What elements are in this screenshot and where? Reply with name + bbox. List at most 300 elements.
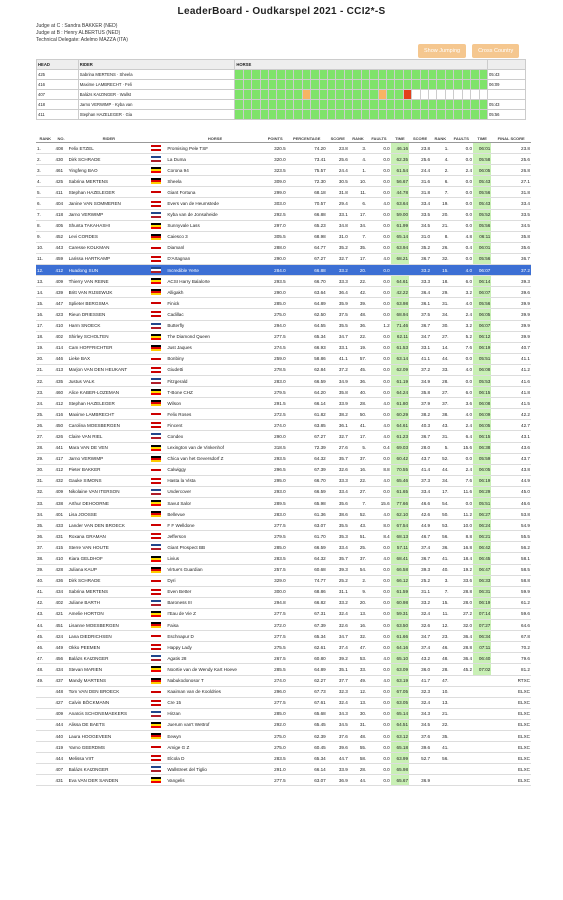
country-flag-icon xyxy=(151,744,161,750)
leaderboard-row[interactable] xyxy=(36,176,531,187)
fence-cell xyxy=(344,100,352,110)
jumping-faults: 0.0 xyxy=(367,642,390,653)
rider-name: Rieun DRIESSEN xyxy=(68,309,150,320)
rank: 31. xyxy=(36,475,54,486)
horse-name: Virtue's Guardian xyxy=(166,564,263,575)
rank: 40. xyxy=(36,575,54,586)
fence-cell xyxy=(403,110,411,120)
flag-icon xyxy=(150,187,166,198)
country-flag-icon xyxy=(151,300,161,306)
country-flag-icon xyxy=(151,334,161,340)
jumping-time: 56.67 xyxy=(391,176,409,187)
xc-time: 06:29 xyxy=(473,486,491,497)
xc-faults: 33.6 xyxy=(450,575,473,586)
leaderboard-row[interactable] xyxy=(36,398,531,409)
score-after-jumping: 33.3 xyxy=(409,276,431,287)
score-after-jumping: 44.9 xyxy=(409,520,431,531)
leaderboard-row[interactable] xyxy=(36,486,531,497)
jumping-time: 61.99 xyxy=(391,220,409,231)
leaderboard-row[interactable] xyxy=(36,675,531,686)
rider-name: Caresse KOLKMAN xyxy=(68,242,150,253)
xc-faults: 2.4 xyxy=(450,464,473,475)
rank-after-dressage: 33. xyxy=(349,664,367,675)
fence-cell xyxy=(243,90,251,100)
jumping-faults: 4.0 xyxy=(367,431,390,442)
leaderboard-row[interactable] xyxy=(36,509,531,520)
score-after-jumping: 37.6 xyxy=(409,730,431,741)
score-after-dressage: 33.9 xyxy=(327,398,349,409)
leaderboard-row[interactable] xyxy=(36,387,531,398)
score-after-dressage: 37.6 xyxy=(327,730,349,741)
leaderboard-row[interactable] xyxy=(36,353,531,364)
flag-icon xyxy=(150,209,166,220)
score-after-dressage: 35.5 xyxy=(327,320,349,331)
flag-icon xyxy=(150,620,166,631)
fence-cell xyxy=(336,110,344,120)
jumping-time: 61.59 xyxy=(391,586,409,597)
jumping-time: 63.12 xyxy=(391,730,409,741)
flag-icon xyxy=(150,431,166,442)
rider-name: Huadong SUN xyxy=(68,265,150,276)
leaderboard-row[interactable] xyxy=(36,198,531,209)
leaderboard-row[interactable] xyxy=(36,475,531,486)
leaderboard-row[interactable] xyxy=(36,631,531,642)
score-after-jumping: 36.7 xyxy=(409,253,431,264)
xc-faults: 0.0 xyxy=(450,209,473,220)
country-flag-icon xyxy=(151,422,161,428)
leaderboard-row[interactable] xyxy=(36,309,531,320)
leaderboard-row[interactable] xyxy=(36,220,531,231)
flag-icon xyxy=(150,509,166,520)
fence-cell xyxy=(445,100,453,110)
rider-name: Balázs KAIZINGER xyxy=(68,764,150,775)
fence-cell xyxy=(378,80,386,90)
rider-name: Laura HOOGEVEEN xyxy=(68,730,150,741)
xc-time: 07:11 xyxy=(473,642,491,653)
rank-after-jumping: 33. xyxy=(431,364,449,375)
rank: 45. xyxy=(36,631,54,642)
jumping-faults: 0.0 xyxy=(367,309,390,320)
rank: 20. xyxy=(36,353,54,364)
xc-faults: 11.6 xyxy=(450,486,473,497)
leaderboard-row[interactable] xyxy=(36,431,531,442)
fence-cell xyxy=(429,70,437,80)
rank-after-jumping: 5. xyxy=(431,442,449,453)
leaderboard-row[interactable] xyxy=(36,498,531,509)
fence-cell xyxy=(294,110,302,120)
leaderboard-row[interactable] xyxy=(36,664,531,675)
score-after-dressage: 35.9 xyxy=(327,298,349,309)
horse-name: Hasta la Vista xyxy=(166,475,263,486)
fence-cell xyxy=(471,100,479,110)
xc-time: 06:11 xyxy=(473,231,491,242)
leaderboard-row[interactable] xyxy=(36,209,531,220)
fence-cell xyxy=(336,90,344,100)
leaderboard-row[interactable] xyxy=(36,342,531,353)
score-after-dressage: 24.4 xyxy=(327,165,349,176)
start-no: 419 xyxy=(54,742,67,753)
xc-time: 06:40 xyxy=(473,653,491,664)
rank: 25. xyxy=(36,409,54,420)
dressage-percentage: 63.07 xyxy=(287,520,327,531)
score-after-jumping: 33.2 xyxy=(409,265,431,276)
score-after-jumping: 37.5 xyxy=(409,309,431,320)
final-score: ELXC xyxy=(491,775,531,786)
start-no: 412 xyxy=(54,464,67,475)
rider-name: Mara VAN DE VEN xyxy=(68,442,150,453)
rider-name: Cam HOFFRICHTER xyxy=(68,342,150,353)
horse-name: ACSI Harry Balalorte xyxy=(166,276,263,287)
dressage-percentage: 72.39 xyxy=(287,442,327,453)
leaderboard-row[interactable] xyxy=(36,231,531,242)
dressage-percentage: 66.70 xyxy=(287,475,327,486)
leaderboard-row[interactable] xyxy=(36,697,531,708)
xc-faults: 27.2 xyxy=(450,608,473,619)
start-no: 433 xyxy=(54,520,67,531)
dressage-percentage: 64.55 xyxy=(287,320,327,331)
score-after-jumping: 35.2 xyxy=(409,242,431,253)
dressage-percentage: 64.32 xyxy=(287,553,327,564)
fence-cell xyxy=(353,110,361,120)
rank-after-dressage: 10. xyxy=(349,176,367,187)
rank-after-dressage: 25. xyxy=(349,542,367,553)
col-no: NO. xyxy=(54,135,67,143)
dressage-points: 277.5 xyxy=(264,631,287,642)
score-after-dressage: 34.8 xyxy=(327,220,349,231)
leaderboard-row[interactable] xyxy=(36,287,531,298)
start-no: 415 xyxy=(54,542,67,553)
score-after-jumping: 43.7 xyxy=(409,453,431,464)
leaderboard-row[interactable] xyxy=(36,620,531,631)
xc-faults: 0.0 xyxy=(450,453,473,464)
xc-faults xyxy=(450,675,473,686)
leaderboard-row[interactable] xyxy=(36,420,531,431)
dressage-points: 283.0 xyxy=(264,375,287,386)
jumping-faults: 4.0 xyxy=(367,253,390,264)
rank-after-jumping: 3. xyxy=(431,575,449,586)
jumping-faults: 8.8 xyxy=(367,464,390,475)
jumping-time: 63.99 xyxy=(391,753,409,764)
horse-name: Undercover xyxy=(166,486,263,497)
leaderboard-row[interactable] xyxy=(36,442,531,453)
dressage-points: 285.5 xyxy=(264,664,287,675)
dressage-percentage: 66.14 xyxy=(287,764,327,775)
rank-after-jumping: 13. xyxy=(431,697,449,708)
leaderboard-row[interactable] xyxy=(36,409,531,420)
rider-name: Sabrina MERTENS xyxy=(68,176,150,187)
leaderboard-row[interactable] xyxy=(36,253,531,264)
xc-time xyxy=(473,686,491,697)
start-no: 427 xyxy=(54,697,67,708)
dressage-percentage: 66.59 xyxy=(287,375,327,386)
flag-icon xyxy=(150,287,166,298)
dressage-percentage: 65.23 xyxy=(287,220,327,231)
live-time xyxy=(488,90,526,100)
rider-name: Thierry VAN REINE xyxy=(68,276,150,287)
leaderboard-row[interactable] xyxy=(36,764,531,775)
xc-faults: 4.0 xyxy=(450,298,473,309)
rank: 18. xyxy=(36,331,54,342)
flag-icon xyxy=(150,309,166,320)
fence-cell xyxy=(429,90,437,100)
score-after-jumping: 31.1 xyxy=(409,586,431,597)
start-no: 452 xyxy=(54,231,67,242)
rank-after-jumping: 22. xyxy=(431,719,449,730)
horse-name: Wallstreet del Tiglio xyxy=(166,764,263,775)
fence-cell xyxy=(260,90,268,100)
start-no: 411 xyxy=(54,187,67,198)
dressage-percentage: 68.86 xyxy=(287,586,327,597)
country-flag-icon xyxy=(151,278,161,284)
rider-name: Justus VALK xyxy=(68,375,150,386)
leaderboard-row[interactable] xyxy=(36,375,531,386)
fence-cell xyxy=(243,70,251,80)
rank-after-jumping: 26. xyxy=(431,242,449,253)
fence-cell xyxy=(252,90,260,100)
xc-time xyxy=(473,708,491,719)
score-after-jumping: 34.7 xyxy=(409,331,431,342)
rank-after-dressage: 13. xyxy=(349,608,367,619)
leaderboard-row[interactable] xyxy=(36,686,531,697)
xc-time: 06:15 xyxy=(473,431,491,442)
flag-icon xyxy=(150,542,166,553)
final-score: ELXC xyxy=(491,764,531,775)
live-row xyxy=(37,90,526,100)
jumping-faults: 4.0 xyxy=(367,475,390,486)
flag-icon xyxy=(150,764,166,775)
start-no: 414 xyxy=(54,342,67,353)
rider-name: Okko PEEMEN xyxy=(68,642,150,653)
dressage-percentage: 61.36 xyxy=(287,509,327,520)
rank-after-dressage: 22. xyxy=(349,331,367,342)
rider-name: Gauke SIMONS xyxy=(68,475,150,486)
fence-cell xyxy=(429,110,437,120)
rank-after-jumping: 7. xyxy=(431,187,449,198)
jumping-faults: 0.0 xyxy=(367,364,390,375)
leaderboard-row[interactable] xyxy=(36,608,531,619)
country-flag-icon xyxy=(151,456,161,462)
jumping-faults: 0.0 xyxy=(367,686,390,697)
rank-after-jumping: 7. xyxy=(431,586,449,597)
score-after-dressage: 39.6 xyxy=(327,742,349,753)
rider-name: Lana DIEDRICHSEN xyxy=(68,631,150,642)
horse-name: Cre 15 xyxy=(166,697,263,708)
horse-name: Jefferson xyxy=(166,531,263,542)
leaderboard-row[interactable] xyxy=(36,564,531,575)
rank-after-jumping: 43. xyxy=(431,420,449,431)
leaderboard-row[interactable] xyxy=(36,265,531,276)
rank-after-dressage: 47. xyxy=(349,642,367,653)
dressage-points: 279.5 xyxy=(264,387,287,398)
final-score: 27.1 xyxy=(491,176,531,187)
score-after-dressage: 34.9 xyxy=(327,375,349,386)
flag-icon xyxy=(150,154,166,165)
start-no: 410 xyxy=(54,320,67,331)
leaderboard-row[interactable] xyxy=(36,453,531,464)
col-rank-after-dressage: RANK xyxy=(349,135,367,143)
leaderboard-row[interactable] xyxy=(36,653,531,664)
xc-faults: 4.0 xyxy=(450,409,473,420)
jumping-time: 66.58 xyxy=(391,564,409,575)
start-no: 444 xyxy=(54,719,67,730)
jumping-time: 59.31 xyxy=(391,608,409,619)
dressage-points: 288.0 xyxy=(264,242,287,253)
fence-cell xyxy=(386,90,394,100)
final-score: 64.6 xyxy=(491,620,531,631)
fence-cell xyxy=(319,110,327,120)
dressage-points: 274.5 xyxy=(264,342,287,353)
jumping-faults: 0.0 xyxy=(367,486,390,497)
leaderboard-row[interactable] xyxy=(36,719,531,730)
horse-name: Giudetti xyxy=(166,364,263,375)
fence-cell xyxy=(269,110,277,120)
leaderboard-row[interactable] xyxy=(36,364,531,375)
horse-name: Bonbiny xyxy=(166,353,263,364)
jumping-time: 68.13 xyxy=(391,531,409,542)
fence-cell xyxy=(311,110,319,120)
rank-after-jumping: 35. xyxy=(431,730,449,741)
xc-faults: 2.4 xyxy=(450,165,473,176)
dressage-points: 285.0 xyxy=(264,542,287,553)
final-score: 35.6 xyxy=(491,242,531,253)
leaderboard-row[interactable] xyxy=(36,775,531,786)
final-score: 61.2 xyxy=(491,597,531,608)
final-score: 59.6 xyxy=(491,608,531,619)
fence-cell xyxy=(319,100,327,110)
fence-cell xyxy=(294,100,302,110)
leaderboard-row[interactable] xyxy=(36,531,531,542)
leaderboard-row[interactable] xyxy=(36,575,531,586)
xc-faults xyxy=(450,719,473,730)
rank xyxy=(36,686,54,697)
country-flag-icon xyxy=(151,755,161,761)
live-time: 06:09 xyxy=(488,80,526,90)
score-after-dressage: 31.1 xyxy=(327,586,349,597)
horse-name: Faisa xyxy=(166,620,263,631)
leaderboard-row[interactable] xyxy=(36,520,531,531)
leaderboard-row[interactable] xyxy=(36,597,531,608)
fence-cell xyxy=(294,90,302,100)
dressage-percentage: 74.20 xyxy=(287,143,327,154)
final-score: ELXC xyxy=(491,730,531,741)
rank-after-dressage: 17. xyxy=(349,253,367,264)
score-after-dressage: 32.4 xyxy=(327,608,349,619)
fence-cell xyxy=(471,80,479,90)
jumping-faults: 4.0 xyxy=(367,398,390,409)
country-flag-icon xyxy=(151,467,161,473)
country-flag-icon xyxy=(151,777,161,783)
horse-name: Agatis 28 xyxy=(166,653,263,664)
fence-cell xyxy=(269,80,277,90)
jumping-time: 61.80 xyxy=(391,398,409,409)
dressage-points: 290.0 xyxy=(264,253,287,264)
score-after-jumping: 46.6 xyxy=(409,498,431,509)
leaderboard-row[interactable] xyxy=(36,542,531,553)
country-flag-icon xyxy=(151,689,161,695)
fence-cell xyxy=(311,90,319,100)
dressage-percentage: 66.59 xyxy=(287,486,327,497)
dressage-percentage: 65.34 xyxy=(287,753,327,764)
leaderboard-row[interactable] xyxy=(36,242,531,253)
fence-cell xyxy=(429,80,437,90)
leaderboard-row[interactable] xyxy=(36,298,531,309)
tab-cross-country[interactable]: Cross Country xyxy=(472,44,519,58)
start-no: 424 xyxy=(54,631,67,642)
fence-cell xyxy=(294,80,302,90)
col-score: SCORE xyxy=(327,135,349,143)
start-no: 459 xyxy=(54,253,67,264)
jumping-time: 65.67 xyxy=(391,775,409,786)
rank: 12. xyxy=(36,265,54,276)
xc-faults: 4.0 xyxy=(450,265,473,276)
leaderboard-row[interactable] xyxy=(36,143,531,154)
fence-cell xyxy=(277,110,285,120)
jumping-faults: 0.0 xyxy=(367,697,390,708)
leaderboard-row[interactable] xyxy=(36,586,531,597)
rank-after-jumping xyxy=(431,764,449,775)
live-rider: Sabrina MERTENS · Sheela xyxy=(78,70,235,80)
leaderboard-row[interactable] xyxy=(36,331,531,342)
fence-cell xyxy=(437,100,445,110)
dressage-percentage: 60.45 xyxy=(287,742,327,753)
fence-cell xyxy=(285,90,293,100)
fence-cell xyxy=(243,110,251,120)
flag-icon xyxy=(150,253,166,264)
leaderboard-row[interactable] xyxy=(36,154,531,165)
live-head-no: 418 xyxy=(37,100,79,110)
rank-after-dressage: 42. xyxy=(349,287,367,298)
xc-time: 06:42 xyxy=(473,542,491,553)
leaderboard-row[interactable] xyxy=(36,187,531,198)
start-no: 444 xyxy=(54,753,67,764)
fence-cell xyxy=(235,90,243,100)
leaderboard-row[interactable] xyxy=(36,464,531,475)
rank-after-jumping: 31. xyxy=(431,431,449,442)
xc-time: 06:34 xyxy=(473,631,491,642)
dressage-percentage: 66.70 xyxy=(287,276,327,287)
leaderboard-row[interactable] xyxy=(36,320,531,331)
tab-show-jumping[interactable]: Show Jumping xyxy=(418,44,466,58)
score-after-jumping: 33.4 xyxy=(409,486,431,497)
rank: 13. xyxy=(36,276,54,287)
xc-faults: 0.0 xyxy=(450,498,473,509)
score-after-dressage: 25.6 xyxy=(327,154,349,165)
rank-after-dressage: 11. xyxy=(349,187,367,198)
leaderboard-row[interactable] xyxy=(36,276,531,287)
rider-name: Lieke BAX xyxy=(68,353,150,364)
leaderboard-row[interactable] xyxy=(36,708,531,719)
col-xc-time: TIME xyxy=(473,135,491,143)
fence-cell xyxy=(395,100,403,110)
leaderboard-row[interactable] xyxy=(36,742,531,753)
xc-time: 07:02 xyxy=(473,664,491,675)
fence-cell xyxy=(437,90,445,100)
country-flag-icon xyxy=(151,223,161,229)
rank-after-jumping: 15. xyxy=(431,265,449,276)
leaderboard-row[interactable] xyxy=(36,642,531,653)
rank-after-dressage: 7. xyxy=(349,231,367,242)
leaderboard-row[interactable] xyxy=(36,730,531,741)
leaderboard-row[interactable] xyxy=(36,553,531,564)
country-flag-icon xyxy=(151,766,161,772)
dressage-points: 285.0 xyxy=(264,298,287,309)
leaderboard-row[interactable] xyxy=(36,165,531,176)
final-score: 46.6 xyxy=(491,498,531,509)
leaderboard-row[interactable] xyxy=(36,753,531,764)
fence-cell xyxy=(235,80,243,90)
jumping-faults: 4.0 xyxy=(367,420,390,431)
flag-icon xyxy=(150,298,166,309)
